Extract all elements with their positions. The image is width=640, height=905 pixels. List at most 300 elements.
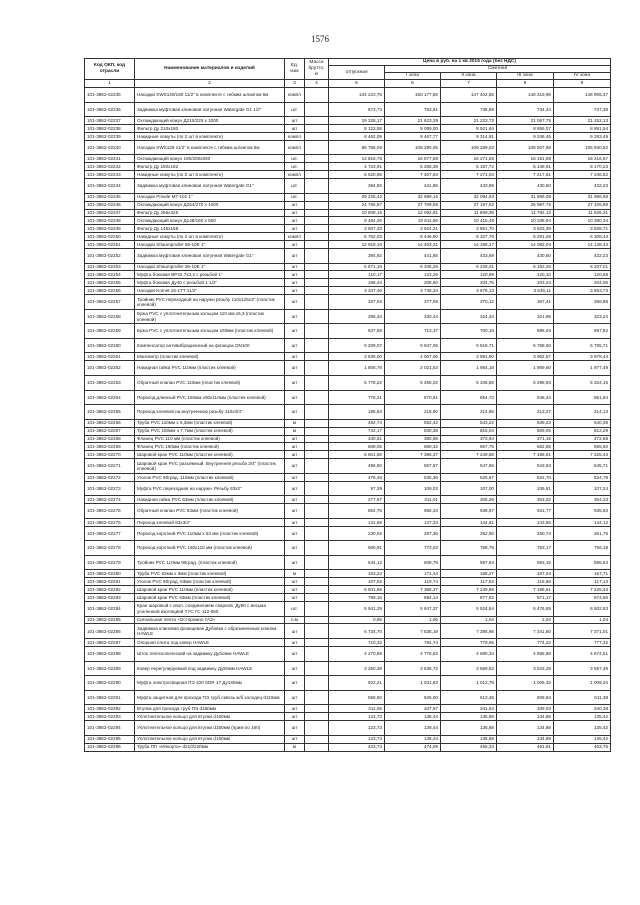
row-price-zone-3: 871,17 xyxy=(497,594,554,602)
row-price-zone-2: 815,04 xyxy=(441,427,497,435)
row-price-zone-2: 3 676,13 xyxy=(441,287,497,295)
row-price-zone-2: 7 249,88 xyxy=(441,451,497,459)
row-unit: м xyxy=(285,570,305,578)
col-index: 4 xyxy=(305,80,329,88)
row-name: Обратный клапан PVC 63мм (пластик клеевой) xyxy=(135,504,285,519)
table-row xyxy=(85,435,611,443)
row-unit: шт xyxy=(285,117,305,125)
row-price-zone-2: 8 921,64 xyxy=(441,125,497,133)
row-unit: шт xyxy=(285,705,305,713)
row-code: 101-3862-02237 xyxy=(85,117,135,125)
row-name: Насадки Komet 15-1TT 11/2" xyxy=(135,287,285,295)
row-price-zone-4: 463,76 xyxy=(554,743,611,751)
table-row xyxy=(85,473,611,481)
header-zone: I зона xyxy=(385,73,441,80)
row-price-zone-4: 665,50 xyxy=(554,443,611,451)
row-code: 101-3862-02293 xyxy=(85,713,135,721)
row-unit: шт xyxy=(285,578,305,586)
row-name: Шток телескопический на задвижку Дубовки HAWLE xyxy=(135,646,285,661)
row-price-zone-2: 3 991,90 xyxy=(441,353,497,361)
row-price-zone-3: 6 281,26 xyxy=(497,233,554,241)
row-mass xyxy=(305,578,329,586)
row-price-zone-2: 144,61 xyxy=(441,518,497,526)
row-price-zone-4: 304,23 xyxy=(554,496,611,504)
row-mass xyxy=(305,132,329,140)
table-row xyxy=(85,140,611,155)
row-code: 101-3862-02266 xyxy=(85,419,135,427)
row-price-zone-3: 134,88 xyxy=(497,713,554,721)
col-index: 3 xyxy=(285,80,305,88)
row-price-zone-4: 372,68 xyxy=(554,435,611,443)
row-name: Бужа PVC с уплотнительным кольцом 110 мм х5,3 (пластик клеевой) xyxy=(135,309,285,324)
row-price-zone-2: 597,54 xyxy=(441,555,497,570)
row-name: Уплотнительное кольцо для втулки d160мм xyxy=(135,713,285,721)
table-row xyxy=(85,117,611,125)
row-price-zone-4: 935,50 xyxy=(554,504,611,519)
row-price-zone-3: 321,95 xyxy=(497,309,554,324)
row-mass xyxy=(305,171,329,179)
row-unit: шт. xyxy=(285,602,305,617)
row-price-zone-1: 1,06 xyxy=(385,616,441,624)
row-unit: шт. xyxy=(285,179,305,194)
row-price-zone-2: 135,88 xyxy=(441,735,497,743)
table-row xyxy=(85,353,611,361)
table-row xyxy=(85,481,611,496)
row-price-zone-2: 11 869,35 xyxy=(441,209,497,217)
row-price-release: 14 816,76 xyxy=(329,155,385,163)
row-mass xyxy=(305,405,329,420)
row-price-zone-1: 32 699,16 xyxy=(385,193,441,201)
header-price-title: Цена в руб. на 1 кв 2015 года (без НДС) xyxy=(329,59,611,66)
row-code: 101-3862-02270 xyxy=(85,451,135,459)
row-name: Накидная гайка PVC 110мм (пластик клеевой) xyxy=(135,361,285,376)
row-code: 101-3862-02291 xyxy=(85,690,135,705)
row-unit: шт xyxy=(285,353,305,361)
row-price-zone-3: 120,10 xyxy=(497,271,554,279)
row-code: 101-3862-02282 xyxy=(85,586,135,594)
row-code: 101-3862-02292 xyxy=(85,705,135,713)
row-price-zone-3: 1 005,32 xyxy=(497,676,554,691)
row-code: 101-3862-02242 xyxy=(85,163,135,171)
row-name: Накидная гайка PVC 63мм (пластик клеевой) xyxy=(135,496,285,504)
row-price-zone-3: 430,50 xyxy=(497,179,554,194)
row-name: Муфта боковая BP32.7х3,2 с резьбой 1" xyxy=(135,271,285,279)
row-price-zone-3: 105 507,98 xyxy=(497,140,554,155)
row-mass xyxy=(305,602,329,617)
row-name: Охлаждающий кожух Д210/225 х 1000 xyxy=(135,117,285,125)
row-price-release: 492,74 xyxy=(329,419,385,427)
row-price-zone-2: 324,34 xyxy=(441,309,497,324)
row-price-zone-4: 7 246,52 xyxy=(554,171,611,179)
header-estimate: Сметная xyxy=(385,66,611,73)
row-price-zone-4: 3 838,71 xyxy=(554,225,611,233)
row-price-zone-1: 870,81 xyxy=(385,390,441,405)
row-code: 101-3862-02271 xyxy=(85,459,135,474)
row-price-release: 186,44 xyxy=(329,279,385,287)
row-price-release: 742,17 xyxy=(329,427,385,435)
row-price-zone-4: 697,82 xyxy=(554,324,611,339)
row-price-zone-1: 377,09 xyxy=(385,295,441,310)
row-price-zone-2: 854,72 xyxy=(441,390,497,405)
row-price-zone-1: 21 623,28 xyxy=(385,117,441,125)
row-price-zone-3: 931,77 xyxy=(497,504,554,519)
table-row xyxy=(85,287,611,295)
row-name: Втулка для прохода труб ПЭ d160мм xyxy=(135,705,285,713)
row-price-release: 6 734,70 xyxy=(329,624,385,639)
row-code: 101-3862-02295 xyxy=(85,735,135,743)
row-mass xyxy=(305,661,329,676)
table-row xyxy=(85,295,611,310)
row-price-zone-3: 734,44 xyxy=(497,102,554,117)
row-code: 101-3862-02245 xyxy=(85,193,135,201)
row-price-zone-2: 6 818,71 xyxy=(441,338,497,353)
row-price-zone-1: 109,03 xyxy=(385,481,441,496)
table-row xyxy=(85,132,611,140)
row-price-zone-3: 3 823,39 xyxy=(497,225,554,233)
row-price-zone-3: 134,88 xyxy=(497,735,554,743)
row-unit: шт. xyxy=(285,163,305,171)
row-mass xyxy=(305,241,329,249)
row-price-zone-3: 7 217,61 xyxy=(497,171,554,179)
row-price-zone-1: 567,87 xyxy=(385,459,441,474)
row-price-zone-1: 257,36 xyxy=(385,526,441,541)
table-row xyxy=(85,735,611,743)
row-price-zone-2: 1 012,78 xyxy=(441,676,497,691)
row-price-release: 8 123,58 xyxy=(329,125,385,133)
row-price-zone-3: 116,66 xyxy=(497,578,554,586)
row-price-zone-3: 3 543,29 xyxy=(497,661,554,676)
row-name: Шаровой кран PVC разъёмный. Внутренняя резьба 3/4" (пластик клеевой) xyxy=(135,459,285,474)
row-code: 101-3862-02243 xyxy=(85,171,135,179)
row-price-zone-4: 135,42 xyxy=(554,713,611,721)
row-price-release: 710,32 xyxy=(329,639,385,647)
row-price-zone-3: 213,27 xyxy=(497,405,554,420)
row-name: Бужа PVC с уплотнительным кольцом 160мм (пластик клеевой) xyxy=(135,324,285,339)
row-mass xyxy=(305,496,329,504)
row-code: 101-3862-02289 xyxy=(85,661,135,676)
row-code: 101-3862-02236 xyxy=(85,102,135,117)
row-price-zone-3: 6 768,60 xyxy=(497,338,554,353)
table-row xyxy=(85,541,611,556)
row-code: 101-3862-02247 xyxy=(85,209,135,217)
row-code: 101-3862-02267 xyxy=(85,427,135,435)
row-name: Задвижка муфтовая клиновая латунная Watergate G1" xyxy=(135,248,285,263)
row-price-zone-1: 380,98 xyxy=(385,435,441,443)
row-price-zone-4: 146 905,37 xyxy=(554,88,611,103)
row-price-zone-1: 171,44 xyxy=(385,570,441,578)
row-price-release: 123,73 xyxy=(329,713,385,721)
table-row xyxy=(85,263,611,271)
row-name: Фланец PVC 160мм (пластик клеевой) xyxy=(135,443,285,451)
row-unit: шт xyxy=(285,271,305,279)
table-body xyxy=(85,88,611,752)
row-code: 101-3862-02255 xyxy=(85,279,135,287)
row-price-zone-4: 8 891,54 xyxy=(554,125,611,133)
row-name: Сигнальная лента «Осторожно ГАЗ» xyxy=(135,616,285,624)
table-row xyxy=(85,602,611,617)
row-price-zone-2: 667,75 xyxy=(441,443,497,451)
row-code: 101-3862-02273 xyxy=(85,481,135,496)
row-name: Манометр (пластик клеевой) xyxy=(135,353,285,361)
row-price-zone-2: 305,26 xyxy=(441,496,497,504)
row-price-zone-3: 14 082,04 xyxy=(497,241,554,249)
row-price-zone-2: 107,00 xyxy=(441,481,497,496)
row-price-release: 673,73 xyxy=(329,102,385,117)
row-price-zone-4: 4 674,51 xyxy=(554,646,611,661)
row-code: 101-3862-02253 xyxy=(85,263,135,271)
row-name: Уплотнительное кольцо для втулки d160мм xyxy=(135,735,285,743)
row-name: Переход клеевой 63х3/4" xyxy=(135,518,285,526)
row-code: 101-3862-02235 xyxy=(85,88,135,103)
row-unit: шт. xyxy=(285,102,305,117)
row-price-zone-1: 12 092,81 xyxy=(385,209,441,217)
row-price-zone-1: 147,33 xyxy=(385,518,441,526)
row-name: Муфта боковая Ду40 с резьбой 1 1/2" xyxy=(135,279,285,287)
row-mass xyxy=(305,705,329,713)
row-price-zone-4: 105 930,52 xyxy=(554,140,611,155)
row-price-zone-3: 167,04 xyxy=(497,570,554,578)
row-price-zone-3: 6 298,93 xyxy=(497,375,554,390)
table-row xyxy=(85,661,611,676)
row-price-zone-2: 120,99 xyxy=(441,271,497,279)
row-mass xyxy=(305,459,329,474)
row-price-release: 5 762,03 xyxy=(329,233,385,241)
row-mass xyxy=(305,735,329,743)
row-name: Шаровой кран PVC 110мм (пластик клеевой) xyxy=(135,586,285,594)
row-price-zone-2: 373,94 xyxy=(441,435,497,443)
table-header xyxy=(85,59,611,88)
row-price-zone-3: 4 655,86 xyxy=(497,646,554,661)
table-row xyxy=(85,443,611,451)
row-price-zone-4: 135,42 xyxy=(554,735,611,743)
row-price-zone-3: 21 067,75 xyxy=(497,117,554,125)
row-price-release: 153,23 xyxy=(329,570,385,578)
row-name: Насадки SWS139 11/2" в комплекте с гибким шлангом 5м xyxy=(135,140,285,155)
row-code: 101-3862-02287 xyxy=(85,639,135,647)
row-price-release: 295,34 xyxy=(329,309,385,324)
row-price-zone-1: 3 745,34 xyxy=(385,287,441,295)
row-price-zone-3: 8 856,07 xyxy=(497,125,554,133)
row-unit: шт xyxy=(285,504,305,519)
row-unit: шт xyxy=(285,279,305,287)
row-price-zone-3: 7 196,61 xyxy=(497,586,554,594)
row-price-zone-1: 5 285,39 xyxy=(385,163,441,171)
row-name: Переход короткий PVC 110мм х 63 мм (пластик клеевой) xyxy=(135,526,285,541)
row-unit: шт xyxy=(285,721,305,736)
row-price-zone-1: 138,44 xyxy=(385,721,441,736)
row-unit: шт xyxy=(285,661,305,676)
row-name: Задвижка муфтовая клиновая латунная Watergate G1" xyxy=(135,179,285,194)
row-price-zone-2: 135,88 xyxy=(441,713,497,721)
row-price-zone-4: 1 977,49 xyxy=(554,361,611,376)
row-price-release: 637,58 xyxy=(329,324,385,339)
row-price-zone-3: 303,02 xyxy=(497,496,554,504)
row-price-zone-3: 371,19 xyxy=(497,435,554,443)
row-mass xyxy=(305,570,329,578)
row-mass xyxy=(305,309,329,324)
row-price-zone-2: 1,04 xyxy=(441,616,497,624)
row-mass xyxy=(305,555,329,570)
row-mass xyxy=(305,271,329,279)
row-price-zone-4: 1,04 xyxy=(554,616,611,624)
row-unit: компл xyxy=(285,88,305,103)
row-unit: шт xyxy=(285,241,305,249)
row-unit: шт xyxy=(285,481,305,496)
row-price-zone-3: 7 341,60 xyxy=(497,624,554,639)
row-price-zone-2: 543,22 xyxy=(441,419,497,427)
header-unit: Ед. изм xyxy=(285,59,305,80)
row-unit: компл xyxy=(285,171,305,179)
row-code: 101-3862-02262 xyxy=(85,361,135,376)
row-mass xyxy=(305,646,329,661)
row-price-zone-1: 3 924,21 xyxy=(385,225,441,233)
row-code: 101-3862-02249 xyxy=(85,225,135,233)
row-price-zone-1: 9 089,00 xyxy=(385,125,441,133)
row-price-release: 107,02 xyxy=(329,578,385,586)
row-price-zone-1: 474,09 xyxy=(385,743,441,751)
row-mass xyxy=(305,473,329,481)
row-price-zone-1: 552,42 xyxy=(385,419,441,427)
row-price-zone-2: 214,85 xyxy=(441,405,497,420)
table-row xyxy=(85,427,611,435)
row-price-release: 496,60 xyxy=(329,459,385,474)
row-unit: шт xyxy=(285,451,305,459)
row-price-zone-1: 14 453,31 xyxy=(385,241,441,249)
row-mass xyxy=(305,248,329,263)
row-price-zone-4: 3 978,44 xyxy=(554,353,611,361)
row-price-zone-4: 545,71 xyxy=(554,459,611,474)
row-unit: м xyxy=(285,743,305,751)
row-price-zone-3: 134,88 xyxy=(497,721,554,736)
row-mass xyxy=(305,451,329,459)
row-price-zone-3: 809,05 xyxy=(497,427,554,435)
table-row xyxy=(85,624,611,639)
row-code: 101-3862-02261 xyxy=(85,353,135,361)
row-price-zone-3: 16 151,98 xyxy=(497,155,554,163)
row-price-zone-3: 1,04 xyxy=(497,616,554,624)
row-name: Фильтр Ду 256х325 xyxy=(135,209,285,217)
table-row xyxy=(85,496,611,504)
row-price-zone-2: 738,69 xyxy=(441,102,497,117)
row-mass xyxy=(305,526,329,541)
row-code: 101-3862-02269 xyxy=(85,443,135,451)
row-mass xyxy=(305,518,329,526)
row-code: 101-3862-02239 xyxy=(85,132,135,140)
row-price-zone-1: 7 535,19 xyxy=(385,624,441,639)
row-unit: м xyxy=(285,419,305,427)
row-price-zone-1: 6 647,37 xyxy=(385,602,441,617)
row-mass xyxy=(305,217,329,225)
row-mass xyxy=(305,624,329,639)
row-code: 101-3862-02281 xyxy=(85,578,135,586)
row-unit: шт xyxy=(285,624,305,639)
row-unit: шт xyxy=(285,217,305,225)
row-price-zone-2: 700,19 xyxy=(441,324,497,339)
row-code: 101-3862-02238 xyxy=(85,125,135,133)
row-price-zone-1: 10 611,56 xyxy=(385,217,441,225)
row-price-zone-3: 5 149,61 xyxy=(497,163,554,171)
row-price-zone-1: 7 386,37 xyxy=(385,451,441,459)
row-mass xyxy=(305,743,329,751)
row-code: 101-3862-02290 xyxy=(85,676,135,691)
row-price-zone-1: 625,00 xyxy=(385,690,441,705)
row-code: 101-3862-02296 xyxy=(85,743,135,751)
row-name: Труба ПП «Инкорта» d210/220мм xyxy=(135,743,285,751)
row-mass xyxy=(305,361,329,376)
row-price-zone-4: 10 380,34 xyxy=(554,217,611,225)
row-price-zone-2: 6 327,76 xyxy=(441,233,497,241)
row-name: Переход длинный PVC 160мм х90х110мм (пластик клеевой) xyxy=(135,390,285,405)
header-mass: Масса брутто, кг xyxy=(305,59,329,80)
row-name: Накидные хомуты (по 2 шт в комплекте) xyxy=(135,171,285,179)
table-row xyxy=(85,361,611,376)
row-unit: шт xyxy=(285,201,305,209)
row-mass xyxy=(305,225,329,233)
table-row xyxy=(85,690,611,705)
row-price-release: 230,02 xyxy=(329,526,385,541)
row-code: 101-3862-02272 xyxy=(85,473,135,481)
row-price-release: 6 601,68 xyxy=(329,451,385,459)
row-name: Шаровой кран PVC 110мм (пластик клеевой) xyxy=(135,451,285,459)
row-price-zone-1: 6 345,28 xyxy=(385,263,441,271)
row-price-zone-4: 595,53 xyxy=(554,555,611,570)
row-unit: шт xyxy=(285,473,305,481)
row-mass xyxy=(305,375,329,390)
row-code: 101-3862-02285 xyxy=(85,616,135,624)
row-unit: шт xyxy=(285,338,305,353)
row-price-release: 12 918,10 xyxy=(329,241,385,249)
row-name: Труба PVC 110мм х 5,3мм (пластик клеевой) xyxy=(135,419,285,427)
row-unit: шт xyxy=(285,248,305,263)
row-price-zone-2: 433,69 xyxy=(441,248,497,263)
row-unit: шт xyxy=(285,459,305,474)
row-unit: шт xyxy=(285,646,305,661)
row-price-zone-3: 3 649,11 xyxy=(497,287,554,295)
row-code: 101-3862-02274 xyxy=(85,496,135,504)
row-name: Охлаждающий кожух Д254/270 х 1000 xyxy=(135,201,285,209)
row-price-zone-4: 851,84 xyxy=(554,390,611,405)
row-price-zone-1: 830,38 xyxy=(385,427,441,435)
table-row xyxy=(85,594,611,602)
row-unit: шт xyxy=(285,690,305,705)
row-price-release: 5 778,22 xyxy=(329,375,385,390)
row-mass xyxy=(305,586,329,594)
row-price-zone-1: 713,37 xyxy=(385,324,441,339)
row-mass xyxy=(305,435,329,443)
table-row xyxy=(85,555,611,570)
row-price-release: 3 507,33 xyxy=(329,225,385,233)
row-price-release: 110,17 xyxy=(329,271,385,279)
row-mass xyxy=(305,163,329,171)
row-price-zone-4: 874,66 xyxy=(554,594,611,602)
row-price-zone-4: 14 138,43 xyxy=(554,241,611,249)
row-price-zone-1: 119,74 xyxy=(385,578,441,586)
row-name: Муфта электросварная ПЭ 100 SDR 17 Ду160мм xyxy=(135,676,285,691)
row-unit: компл xyxy=(285,132,305,140)
row-price-zone-2: 10 415,48 xyxy=(441,217,497,225)
row-price-zone-2: 7 271,04 xyxy=(441,171,497,179)
row-unit: шт. xyxy=(285,155,305,163)
row-code: 101-3862-02252 xyxy=(85,248,135,263)
row-unit: шт xyxy=(285,209,305,217)
table-row xyxy=(85,743,611,751)
row-name: Уплотнительное кольцо для втулки d160мм (прим по 160) xyxy=(135,721,285,736)
row-price-release: 394,92 xyxy=(329,179,385,194)
row-unit: шт xyxy=(285,541,305,556)
row-price-zone-2: 27 197,62 xyxy=(441,201,497,209)
table-row xyxy=(85,193,611,201)
row-unit: шт xyxy=(285,324,305,339)
